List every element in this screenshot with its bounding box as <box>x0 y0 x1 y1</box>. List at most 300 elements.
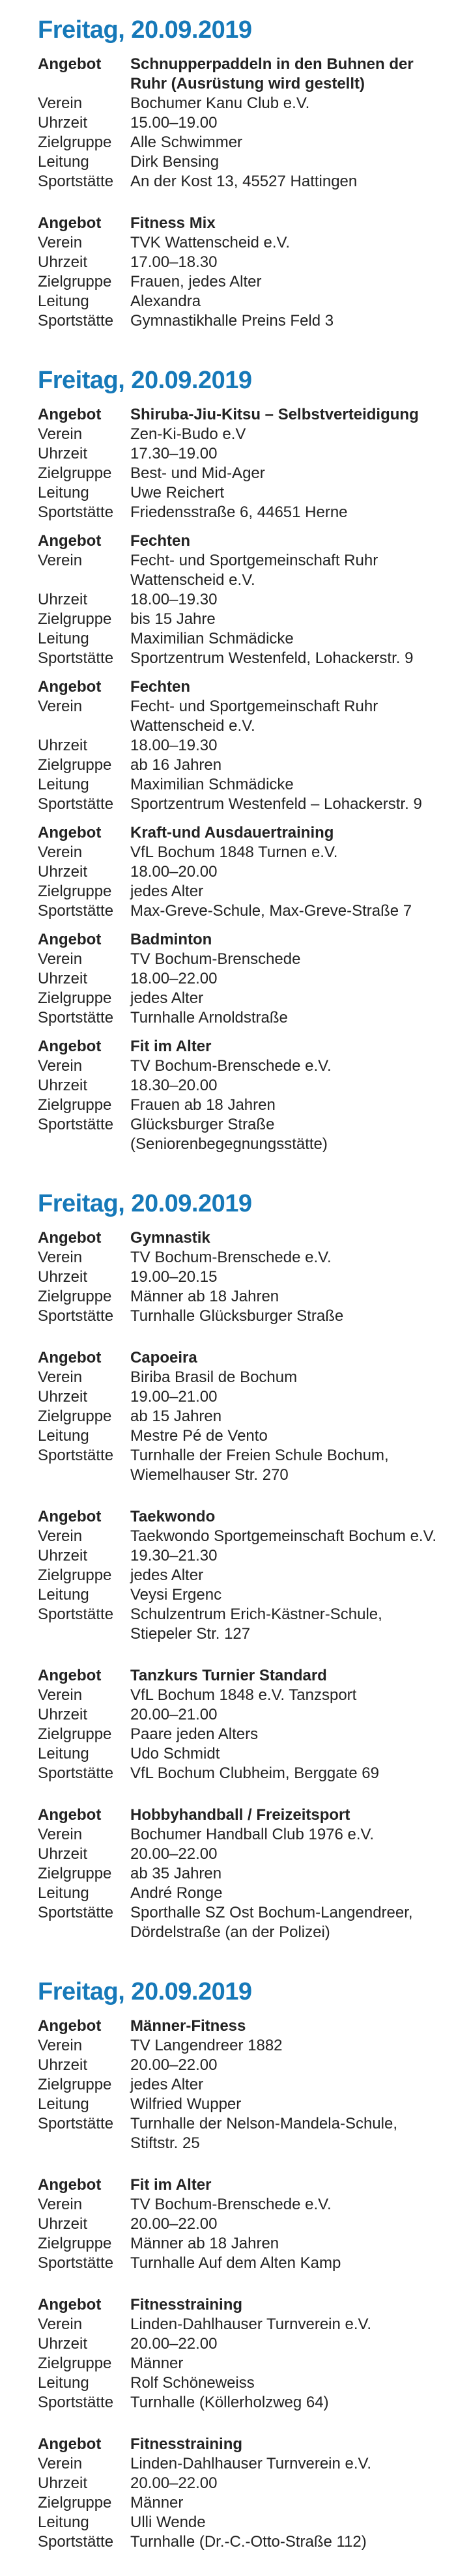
field-row-uhrzeit <box>38 1387 449 1407</box>
field-value-zielgruppe: Frauen ab 18 Jahren <box>130 1096 276 1114</box>
field-row-zielgruppe <box>38 756 449 775</box>
field-value-sportstaette: Glücksburger Straße (Seniorenbegegnungsstätte) <box>130 1116 328 1153</box>
field-label-verein: Verein <box>38 1249 83 1266</box>
field-row-verein <box>38 1686 449 1705</box>
field-row-uhrzeit <box>38 444 449 464</box>
field-value-uhrzeit: 18.00–22.00 <box>130 970 218 987</box>
field-value-uhrzeit: 17.00–18.30 <box>130 253 218 271</box>
field-value-zielgruppe: jedes Alter <box>130 883 204 900</box>
field-row-zielgruppe <box>38 1096 449 1115</box>
field-row-leitung <box>38 1884 449 1903</box>
field-row-uhrzeit <box>38 862 449 882</box>
field-value-sportstaette: Sporthalle SZ Ost Bochum-Langendreer, Dördelstraße (an der Polizei) <box>130 1904 413 1941</box>
field-value-uhrzeit: 15.00–19.00 <box>130 114 218 132</box>
field-label-angebot: Angebot <box>38 532 102 550</box>
field-label-zielgruppe: Zielgruppe <box>38 2235 112 2252</box>
field-row-sportstaette <box>38 2254 449 2273</box>
field-value-leitung: Ulli Wende <box>130 2513 206 2531</box>
field-label-angebot: Angebot <box>38 55 102 73</box>
field-value-verein: VfL Bochum 1848 Turnen e.V. <box>130 843 338 861</box>
field-row-sportstaette <box>38 1115 449 1154</box>
field-row-uhrzeit <box>38 113 449 133</box>
field-value-uhrzeit: 20.00–22.00 <box>130 2474 218 2492</box>
field-value-sportstaette: VfL Bochum Clubheim, Berggate 69 <box>130 1764 379 1782</box>
field-label-sportstaette: Sportstätte <box>38 902 114 920</box>
field-value-angebot: Tanzkurs Turnier Standard <box>130 1667 327 1684</box>
field-row-zielgruppe <box>38 989 449 1008</box>
field-label-sportstaette: Sportstätte <box>38 1307 114 1325</box>
field-value-leitung: Mestre Pé de Vento <box>130 1427 268 1445</box>
field-label-verein: Verein <box>38 2196 83 2213</box>
field-label-zielgruppe: Zielgruppe <box>38 2494 112 2512</box>
field-value-sportstaette: An der Kost 13, 45527 Hattingen <box>130 173 358 190</box>
field-value-angebot: Fit im Alter <box>130 2176 212 2194</box>
field-label-verein: Verein <box>38 1527 83 1545</box>
offer-entry <box>38 1507 449 1644</box>
field-label-sportstaette: Sportstätte <box>38 1764 114 1782</box>
field-row-verein <box>38 2036 449 2056</box>
offer-entry <box>38 531 449 668</box>
offer-entry <box>38 1037 449 1154</box>
offer-entry <box>38 1666 449 1783</box>
field-label-zielgruppe: Zielgruppe <box>38 1408 112 1425</box>
field-value-uhrzeit: 18.30–20.00 <box>130 1077 218 1094</box>
field-row-angebot <box>38 1228 449 1248</box>
field-row-angebot <box>38 1666 449 1686</box>
field-row-angebot <box>38 2435 449 2454</box>
field-label-angebot: Angebot <box>38 824 102 842</box>
field-row-leitung <box>38 483 449 503</box>
field-value-verein: TV Langendreer 1882 <box>130 2037 283 2054</box>
field-row-verein <box>38 2454 449 2474</box>
field-label-angebot: Angebot <box>38 1667 102 1684</box>
field-row-verein <box>38 551 449 590</box>
field-row-uhrzeit <box>38 2474 449 2493</box>
field-value-sportstaette: Friedensstraße 6, 44651 Herne <box>130 503 348 521</box>
field-row-zielgruppe <box>38 1725 449 1744</box>
field-label-sportstaette: Sportstätte <box>38 2533 114 2551</box>
field-value-leitung: Uwe Reichert <box>130 484 225 502</box>
field-label-uhrzeit: Uhrzeit <box>38 1845 88 1863</box>
field-value-leitung: Maximilian Schmädicke <box>130 776 294 793</box>
field-value-zielgruppe: Paare jeden Alters <box>130 1725 259 1743</box>
field-value-angebot: Fechten <box>130 678 191 696</box>
field-value-uhrzeit: 20.00–22.00 <box>130 2215 218 2233</box>
field-label-angebot: Angebot <box>38 2176 102 2194</box>
field-row-uhrzeit <box>38 590 449 610</box>
field-row-angebot <box>38 55 449 94</box>
field-label-uhrzeit: Uhrzeit <box>38 2335 88 2353</box>
field-label-verein: Verein <box>38 1368 83 1386</box>
offer-entry <box>38 823 449 921</box>
field-value-zielgruppe: Männer <box>130 2355 184 2372</box>
field-row-uhrzeit <box>38 2056 449 2075</box>
field-value-verein: Biriba Brasil de Bochum <box>130 1368 298 1386</box>
field-label-angebot: Angebot <box>38 931 102 948</box>
field-value-zielgruppe: Männer <box>130 2494 184 2512</box>
field-label-verein: Verein <box>38 552 83 569</box>
day-section <box>38 1189 449 1942</box>
field-value-leitung: Maximilian Schmädicke <box>130 630 294 647</box>
field-value-sportstaette: Turnhalle (Köllerholzweg 64) <box>130 2394 329 2411</box>
field-label-verein: Verein <box>38 1826 83 1843</box>
field-row-zielgruppe <box>38 464 449 483</box>
field-row-uhrzeit <box>38 1546 449 1566</box>
field-label-zielgruppe: Zielgruppe <box>38 989 112 1007</box>
field-row-uhrzeit <box>38 736 449 756</box>
field-row-zielgruppe <box>38 133 449 152</box>
field-row-verein <box>38 843 449 862</box>
field-value-uhrzeit: 17.30–19.00 <box>130 445 218 462</box>
field-row-sportstaette <box>38 2532 449 2552</box>
field-row-zielgruppe <box>38 1407 449 1426</box>
field-row-uhrzeit <box>38 2215 449 2234</box>
field-label-angebot: Angebot <box>38 1806 102 1824</box>
field-value-uhrzeit: 18.00–19.30 <box>130 737 218 754</box>
field-label-uhrzeit: Uhrzeit <box>38 2056 88 2074</box>
field-label-zielgruppe: Zielgruppe <box>38 883 112 900</box>
offer-entry <box>38 930 449 1028</box>
field-value-zielgruppe: ab 16 Jahren <box>130 756 222 774</box>
field-label-angebot: Angebot <box>38 1349 102 1366</box>
field-row-sportstaette <box>38 795 449 814</box>
field-row-leitung <box>38 2095 449 2114</box>
field-value-leitung: Dirk Bensing <box>130 153 220 171</box>
field-label-uhrzeit: Uhrzeit <box>38 1268 88 1286</box>
field-label-sportstaette: Sportstätte <box>38 173 114 190</box>
field-value-leitung: Wilfried Wupper <box>130 2095 242 2113</box>
field-label-zielgruppe: Zielgruppe <box>38 464 112 482</box>
field-row-leitung <box>38 1744 449 1764</box>
field-row-sportstaette <box>38 2393 449 2413</box>
field-row-sportstaette <box>38 172 449 191</box>
field-value-angebot: Hobbyhandball / Freizeitsport <box>130 1806 350 1824</box>
field-label-uhrzeit: Uhrzeit <box>38 2215 88 2233</box>
field-value-leitung: Alexandra <box>130 292 201 310</box>
field-label-uhrzeit: Uhrzeit <box>38 253 88 271</box>
field-value-uhrzeit: 20.00–21.00 <box>130 1706 218 1723</box>
field-row-verein <box>38 425 449 444</box>
field-label-sportstaette: Sportstätte <box>38 1904 114 1921</box>
field-row-uhrzeit <box>38 969 449 989</box>
field-row-verein <box>38 233 449 253</box>
field-value-sportstaette: Turnhalle (Dr.-C.-Otto-Straße 112) <box>130 2533 367 2551</box>
field-label-angebot: Angebot <box>38 2435 102 2453</box>
field-value-verein: Linden-Dahlhauser Turnverein e.V. <box>130 2455 372 2472</box>
field-value-verein: TV Bochum-Brenschede e.V. <box>130 1249 332 1266</box>
field-row-uhrzeit <box>38 1076 449 1096</box>
field-label-angebot: Angebot <box>38 406 102 423</box>
day-section <box>38 366 449 1154</box>
field-label-verein: Verein <box>38 2455 83 2472</box>
field-label-verein: Verein <box>38 843 83 861</box>
field-row-angebot <box>38 405 449 425</box>
field-label-verein: Verein <box>38 1057 83 1075</box>
field-value-angebot: Fitness Mix <box>130 214 216 232</box>
field-label-sportstaette: Sportstätte <box>38 312 114 330</box>
field-row-angebot <box>38 677 449 697</box>
field-row-verein <box>38 1368 449 1387</box>
field-label-zielgruppe: Zielgruppe <box>38 1725 112 1743</box>
field-row-leitung <box>38 1426 449 1446</box>
field-value-angebot: Fitnesstraining <box>130 2296 243 2314</box>
field-row-zielgruppe <box>38 610 449 629</box>
field-row-angebot <box>38 1348 449 1368</box>
day-section <box>38 16 449 331</box>
offer-entry <box>38 2295 449 2413</box>
field-label-verein: Verein <box>38 2315 83 2333</box>
field-value-zielgruppe: Best- und Mid-Ager <box>130 464 265 482</box>
field-value-verein: Linden-Dahlhauser Turnverein e.V. <box>130 2315 372 2333</box>
field-row-leitung <box>38 152 449 172</box>
field-row-uhrzeit <box>38 1845 449 1864</box>
field-row-sportstaette <box>38 311 449 331</box>
field-value-verein: TVK Wattenscheid e.V. <box>130 234 291 251</box>
field-value-angebot: Fechten <box>130 532 191 550</box>
field-value-leitung: Rolf Schöneweiss <box>130 2374 255 2392</box>
field-row-leitung <box>38 2513 449 2532</box>
offer-entry <box>38 1805 449 1942</box>
field-row-uhrzeit <box>38 1267 449 1287</box>
field-row-zielgruppe <box>38 2493 449 2513</box>
field-value-angebot: Schnupperpaddeln in den Buhnen der Ruhr (Ausrüstung wird gestellt) <box>130 55 414 92</box>
field-label-zielgruppe: Zielgruppe <box>38 756 112 774</box>
field-label-verein: Verein <box>38 2037 83 2054</box>
field-value-zielgruppe: jedes Alter <box>130 2076 204 2093</box>
field-label-sportstaette: Sportstätte <box>38 1447 114 1464</box>
field-value-uhrzeit: 20.00–22.00 <box>130 2335 218 2353</box>
offer-entry <box>38 677 449 814</box>
field-label-angebot: Angebot <box>38 214 102 232</box>
field-label-uhrzeit: Uhrzeit <box>38 114 88 132</box>
offer-entry <box>38 2435 449 2552</box>
field-label-sportstaette: Sportstätte <box>38 1116 114 1133</box>
day-section <box>38 1977 449 2552</box>
field-label-sportstaette: Sportstätte <box>38 2115 114 2132</box>
field-label-leitung: Leitung <box>38 630 89 647</box>
field-row-angebot <box>38 214 449 233</box>
field-label-uhrzeit: Uhrzeit <box>38 591 88 608</box>
field-label-leitung: Leitung <box>38 1745 89 1762</box>
field-row-sportstaette <box>38 649 449 668</box>
field-value-zielgruppe: jedes Alter <box>130 989 204 1007</box>
field-value-sportstaette: Max-Greve-Schule, Max-Greve-Straße 7 <box>130 902 412 920</box>
field-label-verein: Verein <box>38 698 83 715</box>
field-value-sportstaette: Sportzentrum Westenfeld, Lohackerstr. 9 <box>130 649 414 667</box>
field-value-sportstaette: Turnhalle der Nelson-Mandela-Schule, Stiftstr. 25 <box>130 2115 397 2152</box>
field-row-sportstaette <box>38 1446 449 1485</box>
field-row-leitung <box>38 1585 449 1605</box>
field-row-angebot <box>38 823 449 843</box>
field-value-verein: Fecht- und Sportgemeinschaft Ruhr Wattenscheid e.V. <box>130 698 378 735</box>
field-value-uhrzeit: 20.00–22.00 <box>130 1845 218 1863</box>
field-label-leitung: Leitung <box>38 1427 89 1445</box>
field-row-sportstaette <box>38 901 449 921</box>
field-label-zielgruppe: Zielgruppe <box>38 1288 112 1305</box>
field-label-sportstaette: Sportstätte <box>38 2254 114 2272</box>
field-label-uhrzeit: Uhrzeit <box>38 445 88 462</box>
field-row-verein <box>38 697 449 736</box>
field-value-angebot: Fit im Alter <box>130 1038 212 1055</box>
field-label-leitung: Leitung <box>38 1884 89 1902</box>
field-label-uhrzeit: Uhrzeit <box>38 970 88 987</box>
field-label-uhrzeit: Uhrzeit <box>38 2474 88 2492</box>
field-label-zielgruppe: Zielgruppe <box>38 2076 112 2093</box>
field-value-zielgruppe: Männer ab 18 Jahren <box>130 1288 279 1305</box>
field-row-zielgruppe <box>38 2354 449 2373</box>
field-value-verein: Taekwondo Sportgemeinschaft Bochum e.V. <box>130 1527 437 1545</box>
day-heading: Freitag, 20.09.2019 <box>38 1190 252 1217</box>
field-row-angebot <box>38 2017 449 2036</box>
field-label-leitung: Leitung <box>38 776 89 793</box>
field-label-uhrzeit: Uhrzeit <box>38 1547 88 1564</box>
field-value-zielgruppe: Frauen, jedes Alter <box>130 273 262 290</box>
field-value-sportstaette: Turnhalle der Freien Schule Bochum, Wiemelhauser Str. 270 <box>130 1447 389 1484</box>
field-row-angebot <box>38 2175 449 2195</box>
offer-entry <box>38 2017 449 2153</box>
offer-entry <box>38 1228 449 1326</box>
field-row-uhrzeit <box>38 2334 449 2354</box>
field-value-angebot: Kraft-und Ausdauertraining <box>130 824 334 842</box>
field-value-uhrzeit: 19.00–21.00 <box>130 1388 218 1406</box>
field-row-verein <box>38 1056 449 1076</box>
day-heading: Freitag, 20.09.2019 <box>38 367 252 394</box>
field-row-angebot <box>38 1805 449 1825</box>
field-value-zielgruppe: bis 15 Jahre <box>130 610 216 628</box>
field-value-verein: Bochumer Kanu Club e.V. <box>130 94 310 112</box>
field-value-angebot: Fitnesstraining <box>130 2435 243 2453</box>
field-value-zielgruppe: jedes Alter <box>130 1566 204 1584</box>
field-label-verein: Verein <box>38 234 83 251</box>
field-value-verein: TV Bochum-Brenschede e.V. <box>130 1057 332 1075</box>
field-label-sportstaette: Sportstätte <box>38 649 114 667</box>
day-heading: Freitag, 20.09.2019 <box>38 16 252 44</box>
field-label-verein: Verein <box>38 950 83 968</box>
field-value-uhrzeit: 18.00–19.30 <box>130 591 218 608</box>
field-label-uhrzeit: Uhrzeit <box>38 863 88 881</box>
field-value-uhrzeit: 19.00–20.15 <box>130 1268 218 1286</box>
field-label-angebot: Angebot <box>38 1229 102 1247</box>
field-label-angebot: Angebot <box>38 1038 102 1055</box>
field-row-zielgruppe <box>38 2234 449 2254</box>
field-row-zielgruppe <box>38 882 449 901</box>
field-label-angebot: Angebot <box>38 678 102 696</box>
field-row-verein <box>38 950 449 969</box>
field-value-verein: Bochumer Handball Club 1976 e.V. <box>130 1826 375 1843</box>
field-row-angebot <box>38 1037 449 1056</box>
field-row-angebot <box>38 930 449 950</box>
field-label-zielgruppe: Zielgruppe <box>38 273 112 290</box>
field-row-verein <box>38 2315 449 2334</box>
field-value-angebot: Männer-Fitness <box>130 2017 246 2035</box>
field-label-verein: Verein <box>38 425 83 443</box>
field-value-verein: Fecht- und Sportgemeinschaft Ruhr Wattenscheid e.V. <box>130 552 378 589</box>
offer-entry <box>38 214 449 331</box>
field-label-zielgruppe: Zielgruppe <box>38 1865 112 1882</box>
field-row-uhrzeit <box>38 253 449 272</box>
field-label-leitung: Leitung <box>38 2095 89 2113</box>
field-value-sportstaette: Sportzentrum Westenfeld – Lohackerstr. 9 <box>130 795 422 813</box>
field-row-sportstaette <box>38 1307 449 1326</box>
offer-entry <box>38 1348 449 1485</box>
field-row-leitung <box>38 2373 449 2393</box>
field-row-verein <box>38 1825 449 1845</box>
field-value-angebot: Badminton <box>130 931 212 948</box>
field-label-uhrzeit: Uhrzeit <box>38 1388 88 1406</box>
field-value-angebot: Capoeira <box>130 1349 197 1366</box>
offer-entry <box>38 2175 449 2273</box>
field-label-leitung: Leitung <box>38 2374 89 2392</box>
field-value-verein: VfL Bochum 1848 e.V. Tanzsport <box>130 1686 357 1704</box>
field-label-sportstaette: Sportstätte <box>38 1009 114 1026</box>
field-label-angebot: Angebot <box>38 2296 102 2314</box>
field-value-zielgruppe: Alle Schwimmer <box>130 134 243 151</box>
field-value-verein: Zen-Ki-Budo e.V <box>130 425 246 443</box>
field-value-sportstaette: Turnhalle Arnoldstraße <box>130 1009 288 1026</box>
field-label-zielgruppe: Zielgruppe <box>38 2355 112 2372</box>
field-row-angebot <box>38 531 449 551</box>
field-label-sportstaette: Sportstätte <box>38 795 114 813</box>
offer-entry <box>38 55 449 191</box>
field-value-sportstaette: Turnhalle Glücksburger Straße <box>130 1307 344 1325</box>
field-row-angebot <box>38 2295 449 2315</box>
field-row-sportstaette <box>38 1605 449 1644</box>
field-value-uhrzeit: 18.00–20.00 <box>130 863 218 881</box>
field-label-leitung: Leitung <box>38 292 89 310</box>
day-heading: Freitag, 20.09.2019 <box>38 1978 252 2005</box>
field-row-verein <box>38 1248 449 1267</box>
field-row-verein <box>38 1527 449 1546</box>
field-label-sportstaette: Sportstätte <box>38 2394 114 2411</box>
field-value-leitung: Udo Schmidt <box>130 1745 220 1762</box>
field-value-zielgruppe: ab 15 Jahren <box>130 1408 222 1425</box>
field-row-angebot <box>38 1507 449 1527</box>
field-row-zielgruppe <box>38 2075 449 2095</box>
field-value-zielgruppe: Männer ab 18 Jahren <box>130 2235 279 2252</box>
field-row-zielgruppe <box>38 1864 449 1884</box>
field-row-verein <box>38 2195 449 2215</box>
field-value-angebot: Gymnastik <box>130 1229 210 1247</box>
field-row-uhrzeit <box>38 1705 449 1725</box>
field-label-zielgruppe: Zielgruppe <box>38 1566 112 1584</box>
field-value-verein: TV Bochum-Brenschede <box>130 950 301 968</box>
field-label-leitung: Leitung <box>38 2513 89 2531</box>
field-value-sportstaette: Turnhalle Auf dem Alten Kamp <box>130 2254 341 2272</box>
field-label-uhrzeit: Uhrzeit <box>38 1706 88 1723</box>
field-label-leitung: Leitung <box>38 153 89 171</box>
field-row-leitung <box>38 629 449 649</box>
field-row-zielgruppe <box>38 1287 449 1307</box>
field-value-sportstaette: Schulzentrum Erich-Kästner-Schule, Stiepeler Str. 127 <box>130 1606 382 1643</box>
field-value-uhrzeit: 20.00–22.00 <box>130 2056 218 2074</box>
field-label-zielgruppe: Zielgruppe <box>38 1096 112 1114</box>
field-label-uhrzeit: Uhrzeit <box>38 737 88 754</box>
field-label-sportstaette: Sportstätte <box>38 503 114 521</box>
field-row-sportstaette <box>38 1764 449 1783</box>
field-row-sportstaette <box>38 1008 449 1028</box>
field-row-sportstaette <box>38 2114 449 2153</box>
offer-entry <box>38 405 449 522</box>
field-label-zielgruppe: Zielgruppe <box>38 134 112 151</box>
field-label-sportstaette: Sportstätte <box>38 1606 114 1623</box>
field-label-verein: Verein <box>38 94 83 112</box>
field-label-angebot: Angebot <box>38 2017 102 2035</box>
field-value-uhrzeit: 19.30–21.30 <box>130 1547 218 1564</box>
program-list <box>38 16 449 2552</box>
field-row-leitung <box>38 292 449 311</box>
field-row-sportstaette <box>38 503 449 522</box>
field-value-angebot: Shiruba-Jiu-Kitsu – Selbstverteidigung <box>130 406 419 423</box>
